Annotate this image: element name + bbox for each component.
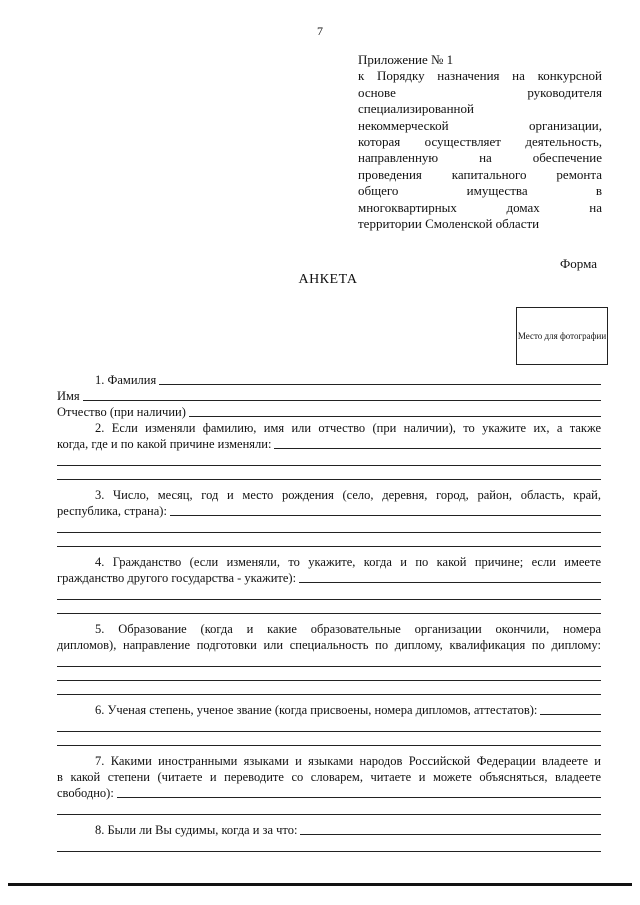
- page-number: 7: [317, 24, 323, 38]
- appendix-line: территории Смоленской области: [358, 216, 540, 232]
- name-field[interactable]: [83, 400, 601, 401]
- appendix-line: проведения капитального ремонта: [358, 166, 602, 182]
- q3-label: республика, страна):: [57, 504, 167, 518]
- form-label: Форма: [560, 256, 597, 271]
- photo-placeholder-label: Место для фотографии: [517, 331, 607, 341]
- q6-row: [57, 702, 601, 718]
- appendix-line: к Порядку назначения на конкурсной: [358, 68, 602, 84]
- q3-text: 3. Число, месяц, год и место рождения (село, деревня, город, район, область, край,: [95, 488, 601, 502]
- q2-extra-line[interactable]: [57, 452, 601, 466]
- q2-field[interactable]: [274, 448, 601, 449]
- q3-row: [57, 503, 601, 519]
- q5-text: дипломов), направление подготовки или специальность по диплому, квалификация по диплому:: [57, 638, 601, 652]
- photo-placeholder: [516, 307, 608, 365]
- q4-label: гражданство другого государства - укажите):: [57, 571, 297, 585]
- q3-extra-line[interactable]: [57, 533, 601, 547]
- scan-edge-bar: [8, 883, 632, 886]
- name-label: Имя: [57, 389, 80, 403]
- q3-extra-line[interactable]: [57, 519, 601, 533]
- q7-extra-line[interactable]: [57, 801, 601, 815]
- appendix-line: Приложение № 1: [358, 52, 454, 67]
- appendix-line: некоммерческой организации,: [358, 117, 602, 133]
- q4-text: 4. Гражданство (если изменяли, то укажите, когда и по какой причине; если имеете: [95, 555, 601, 569]
- q4-extra-line[interactable]: [57, 586, 601, 600]
- q7-row: [57, 785, 601, 801]
- q6-extra-line[interactable]: [57, 732, 601, 746]
- q8-row: [57, 822, 601, 838]
- name-row: [57, 388, 601, 404]
- patronymic-field[interactable]: [189, 416, 601, 417]
- document-title: АНКЕТА: [298, 272, 358, 287]
- q7-label: свободно):: [57, 786, 114, 800]
- patronymic-row: [57, 404, 601, 420]
- appendix-line: общего имущества в: [358, 183, 602, 199]
- appendix-line: специализированной: [358, 101, 474, 117]
- q8-extra-line[interactable]: [57, 838, 601, 852]
- q7-text: в какой степени (читаете и переводите со словарем, читаете и можете объясняться, владеете: [57, 770, 601, 784]
- patronymic-label: Отчество (при наличии): [57, 405, 186, 419]
- q5-text: 5. Образование (когда и какие образовательные организации окончили, номера: [95, 622, 601, 636]
- q6-field[interactable]: [540, 714, 601, 715]
- q3-field[interactable]: [170, 515, 601, 516]
- q8-label: 8. Были ли Вы судимы, когда и за что:: [95, 823, 298, 837]
- q5-extra-line[interactable]: [57, 667, 601, 681]
- q2-extra-line[interactable]: [57, 466, 601, 480]
- q5-extra-line[interactable]: [57, 653, 601, 667]
- q5-extra-line[interactable]: [57, 681, 601, 695]
- q4-field[interactable]: [299, 582, 601, 583]
- appendix-line: основе руководителя: [358, 84, 602, 100]
- q7-text: 7. Какими иностранными языками и языками народов Российской Федерации владеете и: [95, 754, 601, 768]
- surname-row: [57, 372, 601, 388]
- q4-extra-line[interactable]: [57, 600, 601, 614]
- q7-field[interactable]: [117, 797, 601, 798]
- q6-label: 6. Ученая степень, ученое звание (когда присвоены, номера дипломов, аттестатов):: [95, 703, 538, 717]
- appendix-block: [358, 52, 602, 232]
- appendix-line: направленную на обеспечение: [358, 150, 602, 166]
- surname-field[interactable]: [159, 384, 601, 385]
- q4-row: [57, 570, 601, 586]
- questionnaire-form: [57, 372, 601, 852]
- q2-text: 2. Если изменяли фамилию, имя или отчество (при наличии), то укажите их, а также: [95, 421, 601, 435]
- q2-label: когда, где и по какой причине изменяли:: [57, 437, 272, 451]
- appendix-line: которая осуществляет деятельность,: [358, 134, 602, 150]
- q6-extra-line[interactable]: [57, 718, 601, 732]
- q2-row: [57, 436, 601, 452]
- q8-field[interactable]: [300, 834, 601, 835]
- surname-label: 1. Фамилия: [95, 373, 157, 387]
- appendix-line: многоквартирных домах на: [358, 199, 602, 215]
